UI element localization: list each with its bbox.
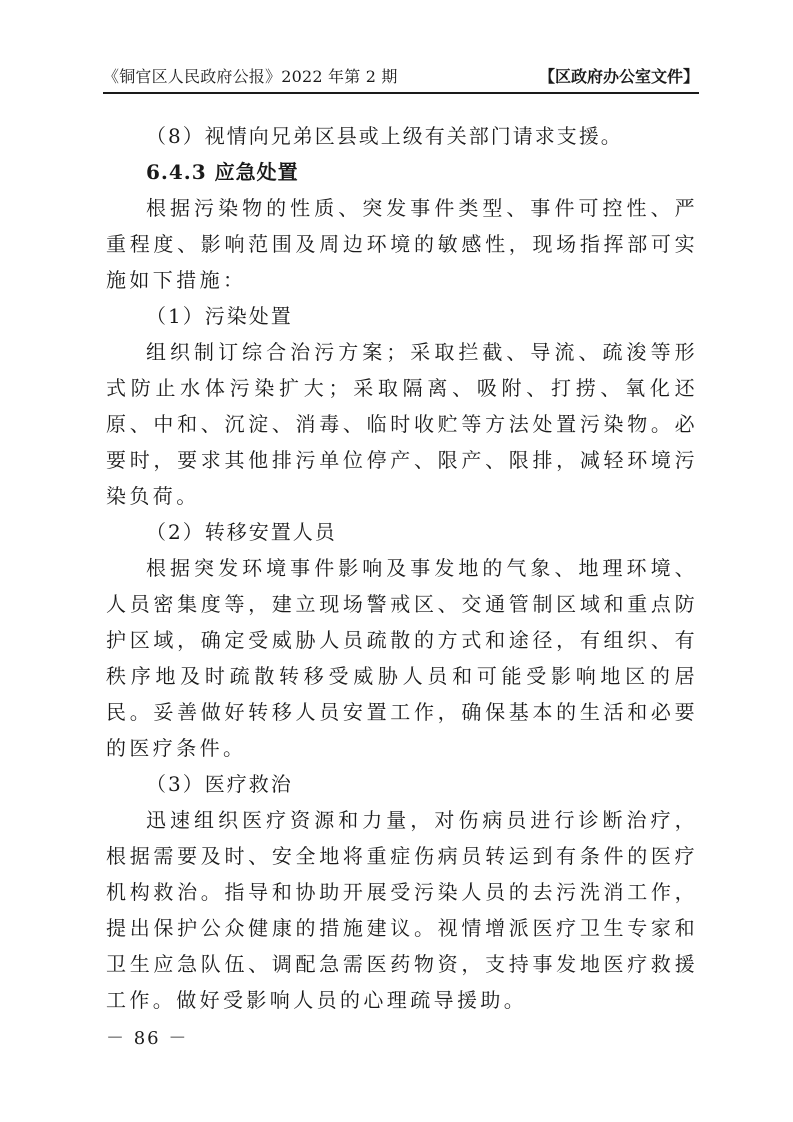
body-paragraph-medical: 迅速组织医疗资源和力量，对伤病员进行诊断治疗，根据需要及时、安全地将重症伤病员转运到有条件的医疗机构救治。指导和协助开展受污染人员的去污洗消工作，提出保护公众健康的措施建议。视情增派医疗卫生专家和卫生应急队伍、调配急需医药物资，支持事发地医疗救援工作。做好受影响人员的心理疏导援助。 — [106, 808, 698, 1012]
page-number: － 86 － — [106, 1028, 189, 1049]
subheading-medical: （3）医疗救治 — [146, 772, 293, 796]
section-heading: 6.4.3 应急处置 — [146, 160, 299, 184]
page-header — [103, 64, 699, 88]
body-paragraph-relocation: 根据突发环境事件影响及事发地的气象、地理环境、人员密集度等，建立现场警戒区、交通管制区域和重点防护区域，确定受威胁人员疏散的方式和途径，有组织、有秩序地及时疏散转移受威胁人员和可能受影响地区的居民。妥善做好转移人员安置工作，确保基本的生活和必要的医疗条件。 — [106, 556, 698, 760]
publication-title: 《铜官区人民政府公报》2022 年第 2 期 — [103, 67, 398, 86]
document-category: 【区政府办公室文件】 — [538, 67, 699, 86]
body-paragraph-pollution: 组织制订综合治污方案；采取拦截、导流、疏浚等形式防止水体污染扩大；采取隔离、吸附、打捞、氧化还原、中和、沉淀、消毒、临时收贮等方法处置污染物。必要时，要求其他排污单位停产、限产、限排，减轻环境污染负荷。 — [106, 340, 698, 508]
subheading-pollution-disposal: （1）污染处置 — [146, 304, 293, 328]
header-divider — [103, 92, 699, 94]
subheading-relocation: （2）转移安置人员 — [146, 520, 337, 544]
document-body — [106, 118, 698, 1018]
body-paragraph-intro: 根据污染物的性质、突发事件类型、事件可控性、严重程度、影响范围及周边环境的敏感性，现场指挥部可实施如下措施： — [106, 196, 698, 292]
list-item-request-support: （8）视情向兄弟区县或上级有关部门请求支援。 — [146, 124, 623, 148]
